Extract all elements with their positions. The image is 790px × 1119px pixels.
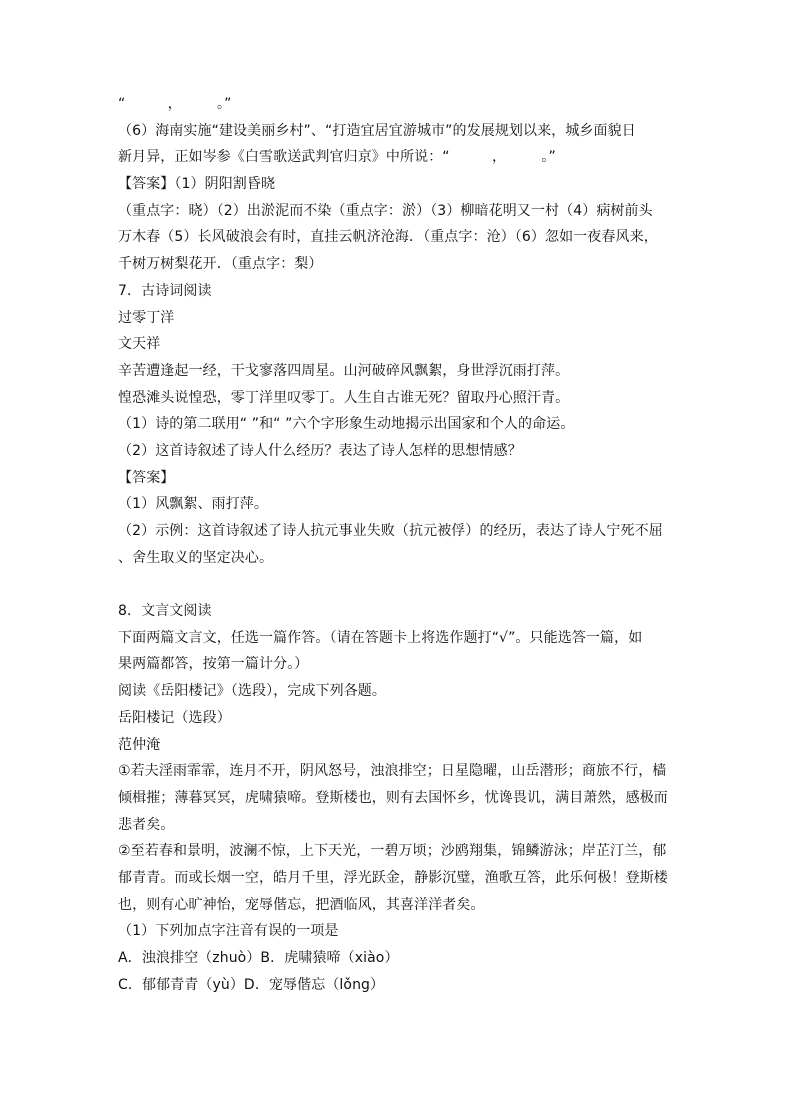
- text-line: 千树万树梨花开．（重点字：梨）: [118, 256, 323, 273]
- text-line: 8．文言文阅读: [118, 603, 212, 620]
- text-line: （1）下列加点字注音有误的一项是: [118, 923, 339, 940]
- text-line: “ ， 。”: [118, 96, 232, 112]
- text-line: 下面两篇文言文，任选一篇作答。（请在答题卡上将选作题打“√”。只能选答一篇，如: [118, 629, 643, 646]
- text-line: （2）示例：这首诗叙述了诗人抗元事业失败（抗元被俘）的经历，表达了诗人宁死不屈: [118, 523, 663, 539]
- text-line: 阅读《岳阳楼记》（选段），完成下列各题。: [118, 683, 386, 700]
- text-line: 悲者矣。: [118, 816, 175, 833]
- text-line: 也，则有心旷神怡，宠辱偕忘，把酒临风，其喜洋洋者矣。: [118, 896, 485, 913]
- text-line: 7．古诗词阅读: [118, 282, 212, 299]
- text-line: 辛苦遭逢起一经，干戈寥落四周星。山河破碎风飘絮，身世浮沉雨打萍。: [118, 362, 570, 379]
- text-line: A．浊浪排空（zhuò）B．虎啸猿啼（xiào）: [118, 950, 399, 966]
- text-line: 倾楫摧；薄暮冥冥，虎啸猿啼。登斯楼也，则有去国怀乡，忧谗畏讥，满目萧然，感极而: [118, 789, 668, 806]
- text-line: 文天祥: [118, 336, 161, 353]
- text-line: C．郁郁青青（yù）D．宠辱偕忘（lǒng）: [118, 976, 385, 993]
- text-line: ①若夫淫雨霏霏，连月不开，阴风怒号，浊浪排空；日星隐曜，山岳潜形；商旅不行，樯: [118, 763, 667, 780]
- text-line: （1）诗的第二联用“ ”和“ ”六个字形象生动地揭示出国家和个人的命运。: [118, 416, 575, 433]
- text-line: 果两篇都答，按第一篇计分。）: [118, 656, 309, 673]
- text-line: 郁青青。而或长烟一空，皓月千里，浮光跃金，静影沉璧，渔歌互答，此乐何极！登斯楼: [118, 869, 668, 886]
- text-line: 【答案】（1）阴阳割昏晓: [118, 176, 276, 193]
- text-line: ②至若春和景明，波澜不惊，上下天光，一碧万顷；沙鸥翔集，锦鳞游泳；岸芷汀兰，郁: [118, 843, 667, 860]
- text-line: 惶恐滩头说惶恐，零丁洋里叹零丁。人生自古谁无死？留取丹心照汗青。: [118, 389, 570, 406]
- document-page: [118, 91, 674, 998]
- text-line: （重点字：晓）（2）出淤泥而不染（重点字：淤）（3）柳暗花明又一村（4）病树前头: [118, 202, 653, 219]
- text-line: （6）海南实施“建设美丽乡村”、“打造宜居宜游城市”的发展规划以来，城乡面貌日: [118, 122, 636, 139]
- text-line: 范仲淹: [118, 736, 161, 753]
- text-line: [118, 571, 674, 598]
- text-line: 万木春（5）长风破浪会有时，直挂云帆济沧海．（重点字：沧）（6）忽如一夜春风来，: [118, 229, 658, 246]
- text-line: 过零丁洋: [118, 309, 175, 326]
- text-line: 【答案】: [118, 469, 175, 486]
- text-line: 岳阳楼记（选段）: [118, 709, 231, 726]
- text-line: 、舍生取义的坚定决心。: [118, 549, 274, 566]
- text-line: （1）风飘絮、雨打萍。: [118, 496, 269, 513]
- text-line: 新月异，正如岑参《白雪歌送武判官归京》中所说：“ ， 。”: [118, 149, 556, 166]
- text-line: （2）这首诗叙述了诗人什么经历？表达了诗人怎样的思想情感？: [118, 442, 522, 459]
